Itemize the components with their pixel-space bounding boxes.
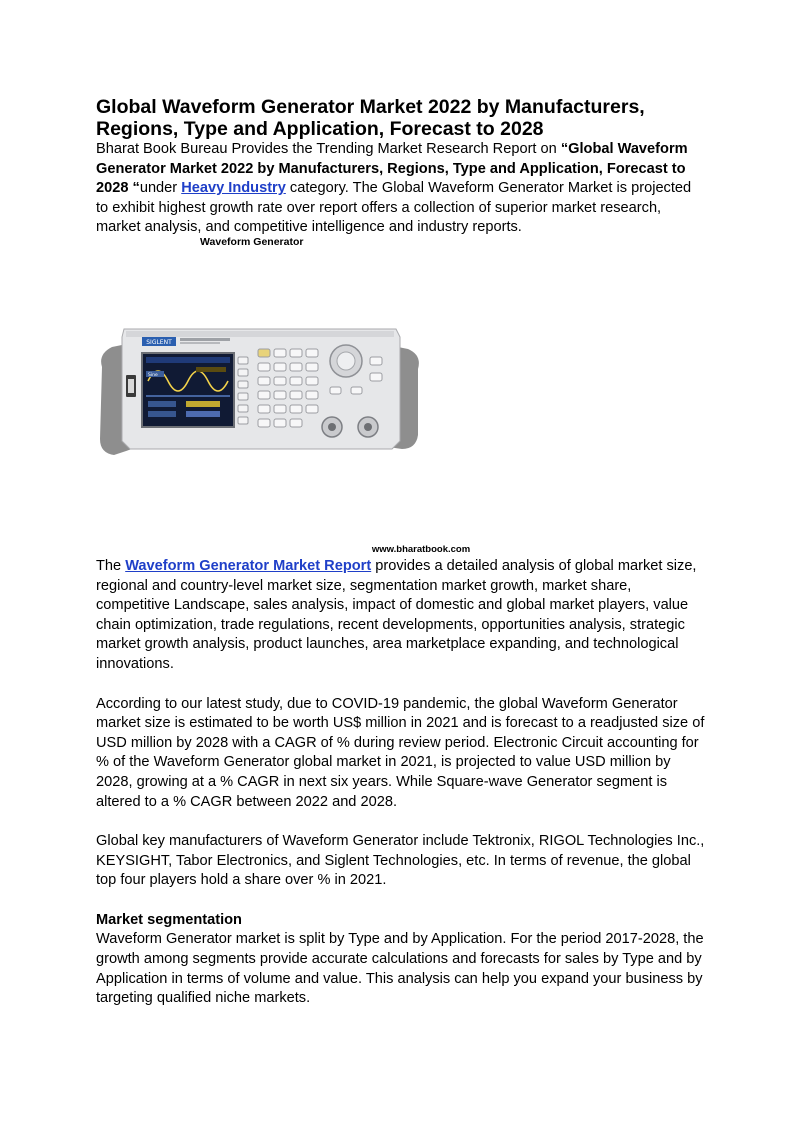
key-r3c2 [274,377,286,385]
spacer [96,675,706,695]
screen-field-3 [148,401,176,407]
para1-text-2: provides a detailed analysis of global market size, regional and country-level market size, segmentation market growth, market share, competitive Landscape, sales analysis, impact of domestic and global market players, value chain optimization, trade regulations, recent developments, opportunities analysis, strategic market growth analysis, product launches, area marketplace expanding, and technological innovations. [96,557,697,672]
spacer [96,812,706,832]
soft-key-6 [238,417,248,424]
key-r5c2 [274,405,286,413]
key-r1c3 [290,349,302,357]
key-r5c3 [290,405,302,413]
screen-field-2 [196,367,226,372]
intro-text-3: category. The Global Waveform Generator Market is projected to exhibit highest growth rate over report offers a collection of superior market research, market analysis, and competitive intelligence and industry reports. [96,180,692,236]
spacer [96,891,706,911]
key-r4c4 [306,391,318,399]
para1-text-1: The [96,557,126,574]
model-label-line [180,338,230,341]
key-r1c2 [274,349,286,357]
product-figure [96,249,706,542]
key-r4c3 [290,391,302,399]
bnc-connector-2-pin [364,423,372,431]
key-r2c1 [258,363,270,371]
output-key-1 [370,357,382,365]
report-title: Global Waveform Generator Market 2022 by Manufacturers, Regions, Type and Application, Forecast to 2028 [96,96,645,140]
key-r3c3 [290,377,302,385]
soft-key-2 [238,369,248,376]
figure-caption-top: Waveform Generator [200,235,304,248]
key-r4c2 [274,391,286,399]
key-r6c1 [258,419,270,427]
soft-key-4 [238,393,248,400]
key-r2c3 [290,363,302,371]
segmentation-heading-text: Market segmentation [96,911,242,928]
key-r5c1 [258,405,270,413]
key-r1c4 [306,349,318,357]
intro-report-name: “Global Waveform Generator Market 2022 by Manufacturers, Regions, Type and Application, Forecast to 2028 “ [96,141,688,197]
waveform-generator-image [96,249,706,542]
key-r5c4 [306,405,318,413]
rotary-knob-center [337,352,355,370]
top-bezel [126,331,394,337]
key-r3c1 [258,377,270,385]
segmentation-heading [96,911,706,931]
key-r1c1 [258,349,270,357]
bnc-connector-1-pin [328,423,336,431]
brand-label: SIGLENT [146,338,172,346]
segmentation-paragraph: Waveform Generator market is split by Type and by Application. For the period 2017-2028, the growth among segments provide accurate calculations and forecasts for sales by Type and by Application in terms of volume and value. This analysis can help you expand your business by targeting qualified niche markets. [96,931,704,1007]
key-r2c2 [274,363,286,371]
screen-header [146,357,230,363]
key-r6c2 [274,419,286,427]
figure-caption-bottom: www.bharatbook.com [371,543,471,555]
key-r6c3 [290,419,302,427]
heavy-industry-link[interactable]: Heavy Industry [181,180,286,197]
usb-port-inner [128,379,134,393]
arrow-right-key [351,387,362,394]
model-label-line-2 [180,342,220,344]
soft-key-1 [238,357,248,364]
intro-paragraph [96,140,706,238]
key-r2c4 [306,363,318,371]
screen-field-6 [186,411,220,417]
soft-key-5 [238,405,248,412]
screen-field-5 [148,411,176,417]
screen-divider [146,395,230,397]
report-description-paragraph [96,557,706,675]
document-body [96,96,706,1009]
screen-field-4 [186,401,220,407]
intro-text-2: under [139,180,182,197]
output-key-2 [370,373,382,381]
market-report-link[interactable]: Waveform Generator Market Report [125,557,372,574]
key-r3c4 [306,377,318,385]
intro-text-1: Bharat Book Bureau Provides the Trending Market Research Report on [96,141,561,157]
arrow-left-key [330,387,341,394]
key-r4c1 [258,391,270,399]
screen-mode-text: Sine [148,372,158,378]
covid-impact-paragraph: According to our latest study, due to COVID-19 pandemic, the global Waveform Generator market size is estimated to be worth US$ million in 2021 and is forecast to a readjusted size of USD million by 2028 with a CAGR of % during review period. Electronic Circuit accounting for % of the Waveform Generator global market in 2021, is projected to value USD million by 2028, growing at a % CAGR in next six years. While Square-wave Generator segment is altered to a % CAGR between 2022 and 2028. [96,695,705,810]
manufacturers-paragraph: Global key manufacturers of Waveform Generator include Tektronix, RIGOL Technologies Inc., KEYSIGHT, Tabor Electronics, and Siglent Technologies, etc. In terms of revenue, the global top four players hold a share over % in 2021. [96,833,705,889]
soft-key-3 [238,381,248,388]
